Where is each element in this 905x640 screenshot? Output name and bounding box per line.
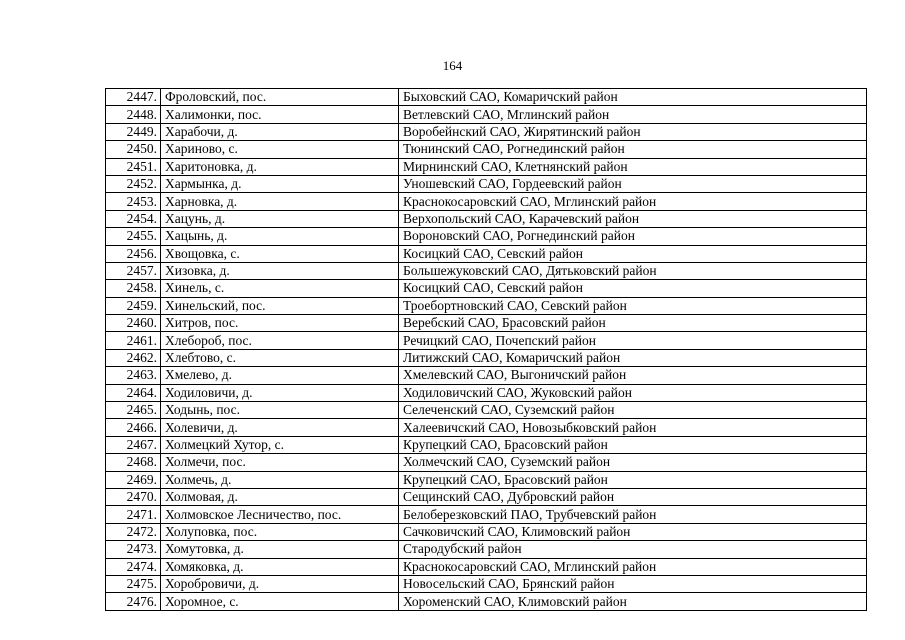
administrative-area: Большежуковский САО, Дятьковский район [399, 262, 867, 279]
settlement-name: Хариново, с. [161, 141, 399, 158]
row-number: 2453. [106, 193, 161, 210]
table-row [106, 367, 867, 384]
table-row [106, 541, 867, 558]
settlement-name: Харитоновка, д. [161, 158, 399, 175]
row-number: 2461. [106, 332, 161, 349]
row-number: 2452. [106, 175, 161, 192]
table-row [106, 245, 867, 262]
settlement-name: Хацынь, д. [161, 228, 399, 245]
table-row [106, 436, 867, 453]
row-number: 2474. [106, 558, 161, 575]
administrative-area: Сещинский САО, Дубровский район [399, 488, 867, 505]
administrative-area: Ходиловичский САО, Жуковский район [399, 384, 867, 401]
row-number: 2451. [106, 158, 161, 175]
table-row [106, 349, 867, 366]
administrative-area: Ветлевский САО, Мглинский район [399, 106, 867, 123]
settlement-name: Холмецкий Хутор, с. [161, 436, 399, 453]
table-row [106, 123, 867, 140]
settlement-name: Харабочи, д. [161, 123, 399, 140]
row-number: 2449. [106, 123, 161, 140]
row-number: 2467. [106, 436, 161, 453]
settlement-name: Халимонки, пос. [161, 106, 399, 123]
table-row [106, 315, 867, 332]
table-row [106, 332, 867, 349]
table-row [106, 593, 867, 610]
row-number: 2450. [106, 141, 161, 158]
table-row [106, 106, 867, 123]
administrative-area: Тюнинский САО, Рогнединский район [399, 141, 867, 158]
table-row [106, 193, 867, 210]
table-row [106, 506, 867, 523]
settlement-name: Холуповка, пос. [161, 523, 399, 540]
settlement-name: Хинельский, пос. [161, 297, 399, 314]
administrative-area: Литижский САО, Комаричский район [399, 349, 867, 366]
row-number: 2457. [106, 262, 161, 279]
table-row [106, 228, 867, 245]
administrative-area: Сачковичский САО, Климовский район [399, 523, 867, 540]
administrative-area: Халеевичский САО, Новозыбковский район [399, 419, 867, 436]
settlements-table-body [106, 89, 867, 611]
administrative-area: Речицкий САО, Почепский район [399, 332, 867, 349]
settlement-name: Харновка, д. [161, 193, 399, 210]
row-number: 2471. [106, 506, 161, 523]
administrative-area: Косицкий САО, Севский район [399, 280, 867, 297]
row-number: 2460. [106, 315, 161, 332]
administrative-area: Крупецкий САО, Брасовский район [399, 471, 867, 488]
table-row [106, 297, 867, 314]
row-number: 2456. [106, 245, 161, 262]
administrative-area: Вороновский САО, Рогнединский район [399, 228, 867, 245]
settlement-name: Хармынка, д. [161, 175, 399, 192]
settlement-name: Хлебороб, пос. [161, 332, 399, 349]
administrative-area: Веребский САО, Брасовский район [399, 315, 867, 332]
administrative-area: Холмечский САО, Суземский район [399, 454, 867, 471]
row-number: 2464. [106, 384, 161, 401]
administrative-area: Уношевский САО, Гордеевский район [399, 175, 867, 192]
settlement-name: Хитров, пос. [161, 315, 399, 332]
table-row [106, 141, 867, 158]
row-number: 2448. [106, 106, 161, 123]
settlement-name: Хизовка, д. [161, 262, 399, 279]
row-number: 2447. [106, 89, 161, 106]
table-row [106, 210, 867, 227]
row-number: 2466. [106, 419, 161, 436]
row-number: 2465. [106, 402, 161, 419]
administrative-area: Верхопольский САО, Карачевский район [399, 210, 867, 227]
row-number: 2454. [106, 210, 161, 227]
table-row [106, 488, 867, 505]
settlement-name: Хомяковка, д. [161, 558, 399, 575]
table-row [106, 471, 867, 488]
row-number: 2470. [106, 488, 161, 505]
administrative-area: Хороменский САО, Климовский район [399, 593, 867, 610]
row-number: 2458. [106, 280, 161, 297]
table-row [106, 280, 867, 297]
settlement-name: Фроловский, пос. [161, 89, 399, 106]
row-number: 2473. [106, 541, 161, 558]
administrative-area: Хмелевский САО, Выгоничский район [399, 367, 867, 384]
row-number: 2475. [106, 575, 161, 592]
settlement-name: Хацунь, д. [161, 210, 399, 227]
administrative-area: Новосельский САО, Брянский район [399, 575, 867, 592]
administrative-area: Троебортновский САО, Севский район [399, 297, 867, 314]
administrative-area: Стародубский район [399, 541, 867, 558]
settlement-name: Холевичи, д. [161, 419, 399, 436]
settlement-name: Холмовая, д. [161, 488, 399, 505]
administrative-area: Крупецкий САО, Брасовский район [399, 436, 867, 453]
settlement-name: Хинель, с. [161, 280, 399, 297]
table-row [106, 575, 867, 592]
table-row [106, 454, 867, 471]
administrative-area: Быховский САО, Комаричский район [399, 89, 867, 106]
table-row [106, 175, 867, 192]
row-number: 2468. [106, 454, 161, 471]
settlement-name: Хоробровичи, д. [161, 575, 399, 592]
page-number: 164 [442, 58, 463, 73]
settlements-table [105, 88, 867, 611]
row-number: 2459. [106, 297, 161, 314]
table-row [106, 89, 867, 106]
administrative-area: Краснокосаровский САО, Мглинский район [399, 558, 867, 575]
table-row [106, 523, 867, 540]
administrative-area: Белоберезковский ПАО, Трубчевский район [399, 506, 867, 523]
settlement-name: Холмечь, д. [161, 471, 399, 488]
settlement-name: Хлебтово, с. [161, 349, 399, 366]
table-row [106, 262, 867, 279]
table-row [106, 419, 867, 436]
administrative-area: Косицкий САО, Севский район [399, 245, 867, 262]
settlement-name: Хомутовка, д. [161, 541, 399, 558]
row-number: 2476. [106, 593, 161, 610]
administrative-area: Краснокосаровский САО, Мглинский район [399, 193, 867, 210]
row-number: 2472. [106, 523, 161, 540]
row-number: 2463. [106, 367, 161, 384]
settlement-name: Ходиловичи, д. [161, 384, 399, 401]
table-row [106, 402, 867, 419]
settlement-name: Хвощовка, с. [161, 245, 399, 262]
table-row [106, 384, 867, 401]
settlement-name: Хмелево, д. [161, 367, 399, 384]
settlement-name: Холмечи, пос. [161, 454, 399, 471]
row-number: 2462. [106, 349, 161, 366]
row-number: 2469. [106, 471, 161, 488]
table-row [106, 558, 867, 575]
settlement-name: Хоромное, с. [161, 593, 399, 610]
row-number: 2455. [106, 228, 161, 245]
administrative-area: Мирнинский САО, Клетнянский район [399, 158, 867, 175]
table-row [106, 158, 867, 175]
settlement-name: Холмовское Лесничество, пос. [161, 506, 399, 523]
administrative-area: Воробейнский САО, Жирятинский район [399, 123, 867, 140]
administrative-area: Селеченский САО, Суземский район [399, 402, 867, 419]
settlement-name: Ходынь, пос. [161, 402, 399, 419]
